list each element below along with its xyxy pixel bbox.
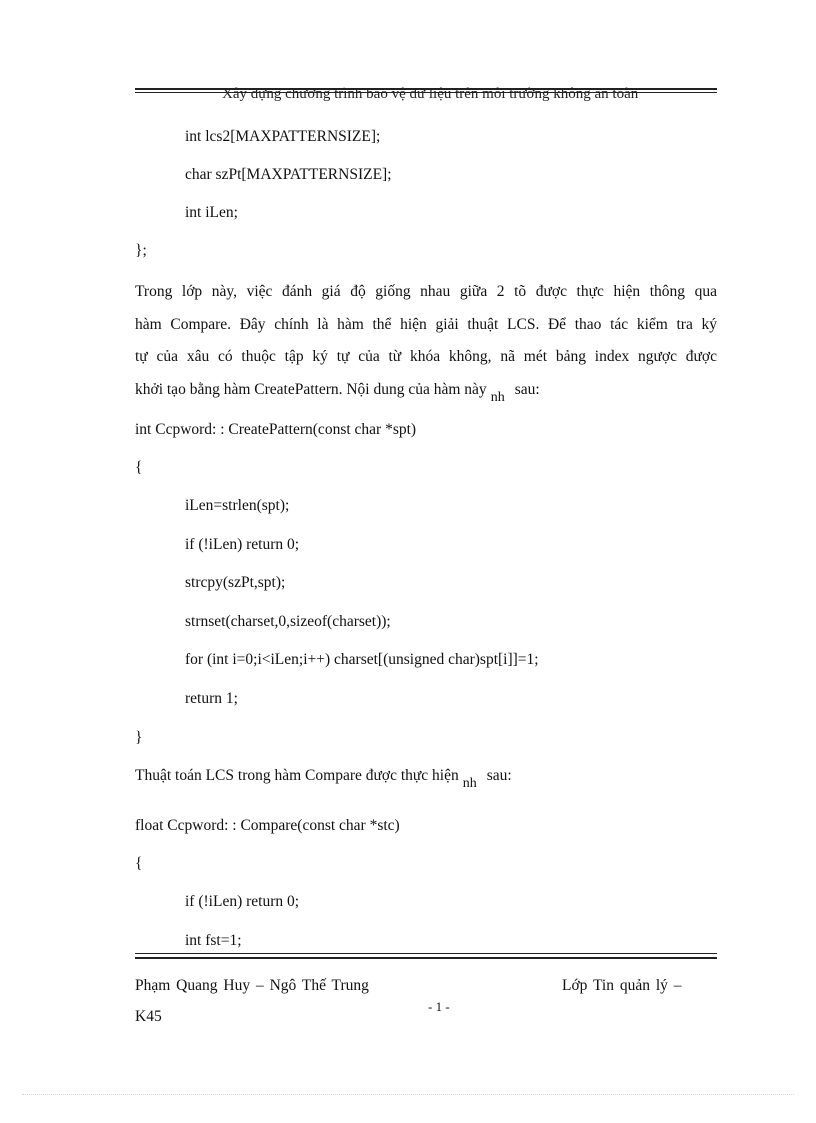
code-line: strcpy(szPt,spt); — [185, 574, 286, 591]
code-line: iLen=strlen(spt); — [185, 497, 290, 514]
code-line: }; — [135, 242, 147, 259]
paragraph-line: hàm Compare. Đây chính là hàm thể hiện giải thuật LCS. Để thao tác kiểm tra ký — [135, 315, 717, 333]
code-line: { — [135, 459, 143, 476]
paragraph — [135, 766, 512, 791]
code-line: { — [135, 855, 143, 872]
paragraph-line-last — [135, 374, 717, 408]
paragraph-text: sau: — [514, 380, 540, 398]
code-line: return 1; — [185, 690, 238, 707]
code-line: float Ccpword: : Compare(const char *stc) — [135, 817, 400, 834]
footer-rule-thin — [135, 953, 717, 954]
subscript-fragment: nh — [462, 776, 477, 791]
page-bottom-edge — [22, 1094, 794, 1095]
code-line: for (int i=0;i<iLen;i++) charset[(unsigned char)spt[i]]=1; — [185, 651, 539, 668]
subscript-fragment: nh — [490, 389, 505, 405]
code-line: if (!iLen) return 0; — [185, 893, 300, 910]
code-line: int fst=1; — [185, 932, 242, 949]
code-line: strnset(charset,0,sizeof(charset)); — [185, 613, 391, 630]
paragraph-text: sau: — [486, 767, 512, 784]
code-line: } — [135, 729, 143, 746]
footer-authors: Phạm Quang Huy – Ngô Thế Trung — [135, 977, 369, 994]
paragraph-text: Thuật toán LCS trong hàm Compare được thực hiện — [135, 767, 459, 784]
footer-class-continued: K45 — [135, 1008, 162, 1025]
footer-class: Lớp Tin quản lý – — [562, 977, 682, 994]
code-line: int lcs2[MAXPATTERNSIZE]; — [185, 128, 381, 145]
paragraph-line: Trong lớp này, việc đánh giá độ giống nhau giữa 2 tõ được thực hiện thông qua — [135, 283, 717, 300]
paragraph-text: khởi tạo bằng hàm CreatePattern. Nội dung của hàm này — [135, 380, 487, 398]
code-line: int Ccpword: : CreatePattern(const char *spt) — [135, 421, 417, 438]
page-number: - 1 - — [428, 999, 450, 1014]
paragraph-line: tự của xâu có thuộc tập ký tự của từ khóa không, nã mét bảng index ngược được — [135, 348, 717, 366]
code-line: char szPt[MAXPATTERNSIZE]; — [185, 166, 392, 183]
code-line: int iLen; — [185, 204, 238, 221]
footer-rule-thick — [135, 957, 717, 959]
header-title: Xây dựng chương trình bảo vệ dữ liệu trên môi trường không an toàn — [222, 86, 639, 102]
paragraph — [135, 276, 717, 407]
code-line: if (!iLen) return 0; — [185, 536, 300, 553]
